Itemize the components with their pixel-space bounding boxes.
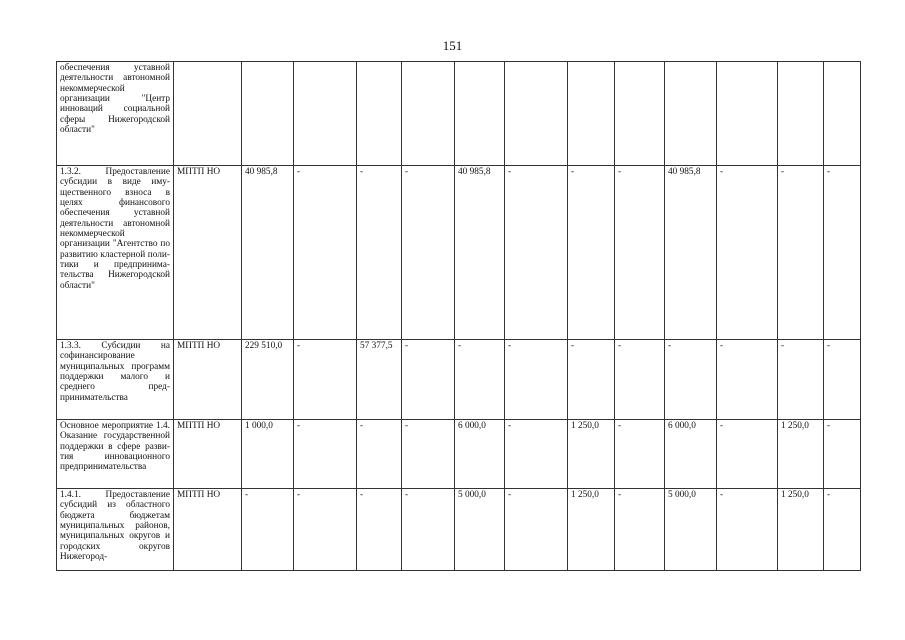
row-value-cell	[717, 62, 778, 166]
row-value-cell: -	[294, 420, 357, 489]
row-value-cell: 5 000,0	[665, 489, 717, 571]
row-value-cell: -	[402, 166, 455, 340]
row-value-cell: -	[505, 489, 568, 571]
row-value-cell: -	[778, 166, 824, 340]
row-value-cell	[824, 62, 861, 166]
table-row	[57, 340, 861, 420]
row-value-cell	[455, 62, 505, 166]
row-value-cell: 6 000,0	[665, 420, 717, 489]
table-row	[57, 166, 861, 340]
row-executor: МПТП НО	[174, 340, 242, 420]
row-value-cell: 1 250,0	[778, 420, 824, 489]
table-row	[57, 489, 861, 571]
row-value-cell: -	[824, 420, 861, 489]
row-value-cell: -	[615, 489, 665, 571]
row-value-cell	[402, 62, 455, 166]
row-value-cell	[665, 62, 717, 166]
row-value-cell: -	[824, 166, 861, 340]
row-value-cell: -	[665, 340, 717, 420]
row-value-cell: -	[294, 489, 357, 571]
row-value-cell: -	[615, 166, 665, 340]
row-value-cell	[505, 62, 568, 166]
row-value-cell: 57 377,5	[357, 340, 402, 420]
row-value-cell	[568, 62, 615, 166]
row-value-cell: -	[824, 340, 861, 420]
page-number: 151	[442, 38, 463, 53]
budget-table	[56, 61, 861, 571]
row-description: 1.3.2. Предоставление субсидии в виде имущественного взноса в целях финансового обеспечения уставной деятельности автономной некоммерческой организации "Агентство по развитию кластерной политики и предпринимательства Нижегородской области"	[57, 166, 174, 340]
row-value-cell: -	[717, 489, 778, 571]
row-value-cell	[615, 62, 665, 166]
table-row	[57, 420, 861, 489]
row-description: Основное мероприятие 1.4. Оказание государственной поддержки в сфере развития инновационного предпринимательства	[57, 420, 174, 489]
row-value-cell: -	[615, 340, 665, 420]
row-value-cell: 1 250,0	[568, 489, 615, 571]
row-value-cell: -	[505, 420, 568, 489]
row-value-cell: 6 000,0	[455, 420, 505, 489]
row-value-cell: 1 250,0	[778, 489, 824, 571]
row-value-cell: 1 000,0	[242, 420, 294, 489]
row-value-cell: -	[568, 166, 615, 340]
row-value-cell: -	[717, 166, 778, 340]
row-value-cell	[294, 62, 357, 166]
table-body	[57, 62, 861, 571]
row-value-cell: -	[505, 166, 568, 340]
row-value-cell: 40 985,8	[665, 166, 717, 340]
row-value-cell: -	[615, 420, 665, 489]
row-description: 1.4.1. Предоставление субсидий из областного бюджета бюджетам муниципальных районов, муниципальных округов и городских округов Нижегород-	[57, 489, 174, 571]
row-value-cell: 5 000,0	[455, 489, 505, 571]
row-description: обеспечения уставной деятельности автономной некоммерческой организации "Центр инноваций социальной сферы Нижегородской области"	[57, 62, 174, 166]
row-value-cell: -	[242, 489, 294, 571]
row-value-cell: 40 985,8	[455, 166, 505, 340]
row-value-cell: -	[568, 340, 615, 420]
row-value-cell: -	[717, 340, 778, 420]
row-executor: МПТП НО	[174, 166, 242, 340]
row-value-cell	[778, 62, 824, 166]
row-value-cell: 229 510,0	[242, 340, 294, 420]
row-value-cell: -	[294, 340, 357, 420]
row-value-cell: -	[778, 340, 824, 420]
table-row	[57, 62, 861, 166]
row-value-cell	[242, 62, 294, 166]
row-executor	[174, 62, 242, 166]
row-value-cell: -	[357, 166, 402, 340]
row-value-cell: -	[357, 489, 402, 571]
row-value-cell: 40 985,8	[242, 166, 294, 340]
row-value-cell	[357, 62, 402, 166]
row-value-cell: -	[824, 489, 861, 571]
row-description: 1.3.3. Субсидии на софинансирование муниципальных программ поддержки малого и среднего предпринимательства	[57, 340, 174, 420]
row-value-cell: -	[717, 420, 778, 489]
row-value-cell: -	[505, 340, 568, 420]
row-value-cell: -	[402, 420, 455, 489]
row-value-cell: -	[402, 489, 455, 571]
row-executor: МПТП НО	[174, 489, 242, 571]
row-value-cell: -	[294, 166, 357, 340]
row-value-cell: 1 250,0	[568, 420, 615, 489]
row-value-cell: -	[357, 420, 402, 489]
row-value-cell: -	[455, 340, 505, 420]
row-executor: МПТП НО	[174, 420, 242, 489]
row-value-cell: -	[402, 340, 455, 420]
